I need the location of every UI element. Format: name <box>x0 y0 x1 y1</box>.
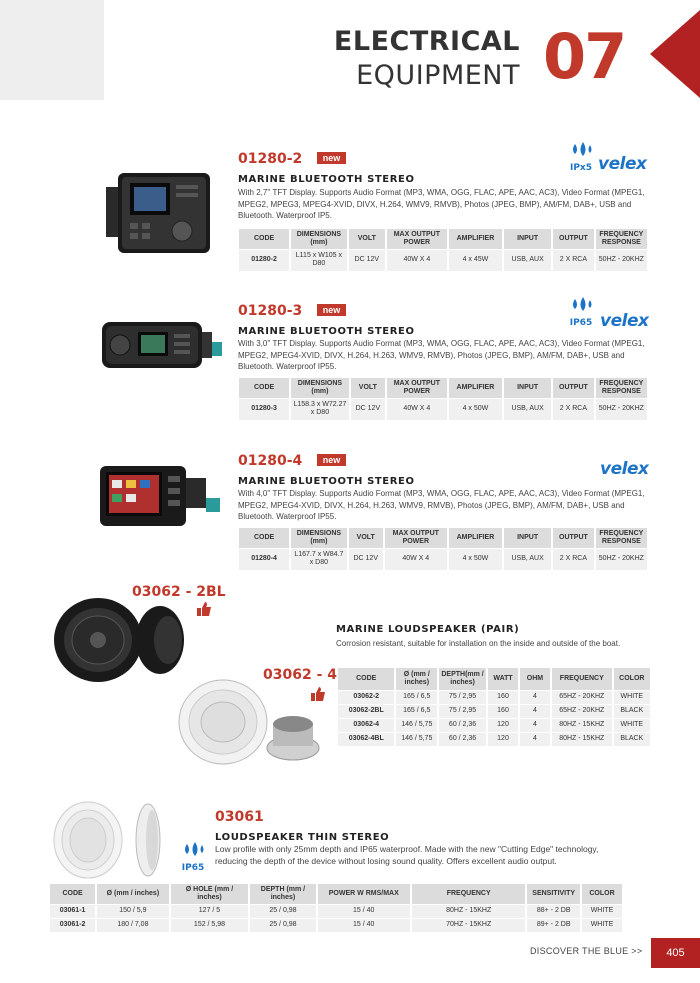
col-header: DEPTH (mm / inches) <box>249 884 316 904</box>
col-header: OUTPUT <box>552 229 595 249</box>
table-cell: 01280-2 <box>239 249 290 271</box>
product-code: 01280-4 <box>238 453 303 469</box>
velex-logo: velex <box>598 154 647 174</box>
ip-rating-label: IP65 <box>181 863 205 873</box>
col-header: SENSITIVITY <box>526 884 581 904</box>
table-cell: 03062-2 <box>338 690 395 704</box>
ip-rating-label: IPx5 <box>569 163 592 173</box>
waterproof-rating-badge <box>178 840 208 873</box>
table-cell: 40W X 4 <box>386 249 448 271</box>
table-row <box>50 918 623 932</box>
table-cell: 75 / 2,95 <box>438 704 487 718</box>
product-name: LOUDSPEAKER THIN STEREO <box>215 832 390 843</box>
table-cell: 40W X 4 <box>384 548 448 570</box>
table-cell: 40W X 4 <box>386 398 448 420</box>
product-01280-4 <box>238 452 648 523</box>
table-cell: 80HZ - 15KHZ <box>551 732 613 746</box>
product-03062 <box>336 624 666 650</box>
product-code: 03061 <box>215 809 264 825</box>
col-header: VOLT <box>348 229 386 249</box>
table-cell: 25 / 0,98 <box>249 904 316 918</box>
table-cell: 160 <box>487 704 519 718</box>
table-cell: WHITE <box>613 718 651 732</box>
waterproof-rating-badge <box>566 140 596 173</box>
page-number: 405 <box>651 938 700 968</box>
table-row <box>338 704 651 718</box>
col-header: DEPTH(mm / inches) <box>438 668 487 690</box>
table-cell: USB, AUX <box>503 398 552 420</box>
spec-table-01280-2 <box>239 229 649 271</box>
col-header: DIMENSIONS (mm) <box>290 229 348 249</box>
table-cell: DC 12V <box>348 249 386 271</box>
product-name: MARINE LOUDSPEAKER (PAIR) <box>336 624 520 635</box>
table-header-row <box>239 378 648 398</box>
col-header: MAX OUTPUT POWER <box>384 528 448 548</box>
table-cell: 2 X RCA <box>552 249 595 271</box>
col-header: AMPLIFIER <box>448 229 503 249</box>
table-cell: 50HZ - 20KHZ <box>595 398 648 420</box>
table-header-row <box>50 884 623 904</box>
table-cell: 01280-4 <box>239 548 290 570</box>
table-cell: 4 <box>519 718 551 732</box>
table-cell: 65HZ - 20KHZ <box>551 690 613 704</box>
table-header-row <box>239 229 648 249</box>
product-name: MARINE BLUETOOTH STEREO <box>238 476 415 487</box>
table-cell: 01280-3 <box>239 398 290 420</box>
table-cell: 03061-1 <box>50 904 96 918</box>
section-title-line2: EQUIPMENT <box>356 60 520 91</box>
table-cell: 50HZ - 20KHZ <box>595 249 648 271</box>
table-cell: 4 x 45W <box>448 249 503 271</box>
table-cell: BLACK <box>613 732 651 746</box>
ip-rating-label: IP65 <box>569 318 593 328</box>
table-cell: WHITE <box>613 690 651 704</box>
col-header: WATT <box>487 668 519 690</box>
table-row <box>239 548 648 570</box>
table-row <box>338 718 651 732</box>
table-cell: 180 / 7,08 <box>96 918 169 932</box>
stereo-01280-4-image <box>98 462 233 534</box>
table-header-row <box>338 668 651 690</box>
spec-table-03061 <box>50 884 624 932</box>
col-header: MAX OUTPUT POWER <box>386 378 448 398</box>
col-header: FREQUENCY RESPONSE <box>595 378 648 398</box>
col-header: CODE <box>338 668 395 690</box>
table-cell: 75 / 2,95 <box>438 690 487 704</box>
table-cell: 03062-2BL <box>338 704 395 718</box>
product-description: With 2,7'' TFT Display. Supports Audio Format (MP3, WMA, OGG, FLAC, APE, AAC, AC3), Video Format (MPEG1, MPEG2, MPEG3, MPEG4-XVID, DIVX, H.264, WMV9, RMVB), Photos (JPEG, BMP), AM/FM, DAB+, USB and Bluetooth. Waterproof IP5. <box>238 188 645 220</box>
col-header: CODE <box>239 229 290 249</box>
table-cell: 80HZ - 15KHZ <box>551 718 613 732</box>
table-cell: BLACK <box>613 704 651 718</box>
table-cell: 88+ - 2 DB <box>526 904 581 918</box>
col-header: DIMENSIONS (mm) <box>290 528 348 548</box>
new-badge: new <box>317 152 347 164</box>
table-cell: WHITE <box>581 918 623 932</box>
col-header: VOLT <box>348 528 384 548</box>
footer-slogan: DISCOVER THE BLUE >> <box>530 946 643 956</box>
table-cell: 15 / 40 <box>317 904 411 918</box>
table-cell: WHITE <box>581 904 623 918</box>
col-header: Ø (mm / inches) <box>395 668 438 690</box>
table-cell: 25 / 0,98 <box>249 918 316 932</box>
table-header-row <box>239 528 648 548</box>
product-description: With 4,0'' TFT Display. Supports Audio Format (MP3, WMA, OGG, FLAC, APE, AAC, AC3), Video Format (MPEG1, MPEG2, MPEG4-XVID, DIVX, H.264, H.263, WMV9, RMVB), Photos (JPEG, BMP), AM/FM, DAB+, USB and Bluetooth. Waterproof IP55. <box>238 489 645 521</box>
product-description: Corrosion resistant, suitable for installation on the inside and outside of the boat. <box>336 639 621 648</box>
spec-table-01280-4 <box>239 528 649 570</box>
table-cell: 50HZ - 20KHZ <box>595 548 648 570</box>
col-header: INPUT <box>503 378 552 398</box>
table-cell: 4 x 50W <box>448 398 503 420</box>
table-cell: 146 / 5,75 <box>395 718 438 732</box>
product-description: Low profile with only 25mm depth and IP65 waterproof. Made with the new "Cutting Edge" technology, reducing the depth of the device without losing sound quality. Offers excellent audio output. <box>215 844 599 866</box>
product-code-2bl: 03062 - 2BL <box>132 584 226 600</box>
table-cell: 03062-4BL <box>338 732 395 746</box>
table-cell: 165 / 6,5 <box>395 690 438 704</box>
col-header: POWER W RMS/MAX <box>317 884 411 904</box>
col-header: OUTPUT <box>552 528 595 548</box>
table-row <box>239 398 648 420</box>
water-drops-icon <box>181 840 205 860</box>
table-cell: 120 <box>487 718 519 732</box>
table-cell: USB, AUX <box>503 548 552 570</box>
col-header: MAX OUTPUT POWER <box>386 229 448 249</box>
col-header: INPUT <box>503 528 552 548</box>
col-header: DIMENSIONS (mm) <box>290 378 350 398</box>
table-cell: 15 / 40 <box>317 918 411 932</box>
table-cell: 80HZ - 15KHZ <box>411 904 526 918</box>
col-header: FREQUENCY RESPONSE <box>595 528 648 548</box>
table-cell: 03061-2 <box>50 918 96 932</box>
spec-table-01280-3 <box>239 378 649 420</box>
table-cell: 150 / 5,9 <box>96 904 169 918</box>
velex-logo: velex <box>600 459 649 479</box>
col-header: COLOR <box>613 668 651 690</box>
col-header: FREQUENCY <box>411 884 526 904</box>
speaker-black-image <box>50 594 200 684</box>
col-header: COLOR <box>581 884 623 904</box>
table-cell: DC 12V <box>350 398 386 420</box>
table-cell: 4 <box>519 690 551 704</box>
table-cell: DC 12V <box>348 548 384 570</box>
table-cell: 03062-4 <box>338 718 395 732</box>
stereo-01280-2-image <box>96 165 228 257</box>
table-row <box>338 690 651 704</box>
product-03061 <box>215 808 615 867</box>
table-cell: L115 x W105 x D80 <box>290 249 348 271</box>
velex-logo: velex <box>600 311 649 331</box>
section-title-line1: ELECTRICAL <box>333 26 520 57</box>
product-code-4: 03062 - 4 <box>263 667 338 683</box>
water-drops-icon <box>569 140 593 160</box>
col-header: OUTPUT <box>552 378 595 398</box>
water-drops-icon <box>569 295 593 315</box>
table-cell: L167.7 x W84.7 x D80 <box>290 548 348 570</box>
section-arrow-icon <box>650 10 700 98</box>
table-cell: 89+ - 2 DB <box>526 918 581 932</box>
table-cell: 4 <box>519 732 551 746</box>
col-header: Ø (mm / inches) <box>96 884 169 904</box>
table-cell: L158.3 x W72.27 x D80 <box>290 398 350 420</box>
section-number: 07 <box>543 20 626 93</box>
spec-table-03062 <box>338 668 652 746</box>
table-cell: 120 <box>487 732 519 746</box>
table-cell: 65HZ - 20KHZ <box>551 704 613 718</box>
table-row <box>50 904 623 918</box>
table-cell: 60 / 2,36 <box>438 718 487 732</box>
col-header: AMPLIFIER <box>448 378 503 398</box>
product-description: With 3,0'' TFT Display. Supports Audio Format (MP3, WMA, OGG, FLAC, APE, AAC, AC3), Video Format (MPEG1, MPEG2, MPEG4-XVID, DIVX, H.264, H.263, WMV9, RMVB), Photos (JPEG, BMP), AM/FM, DAB+, USB and Bluetooth. Waterproof IP55. <box>238 339 645 371</box>
table-row <box>239 249 648 271</box>
speaker-thin-image <box>52 800 164 880</box>
table-cell: 4 x 50W <box>448 548 503 570</box>
table-row <box>338 732 651 746</box>
col-header: CODE <box>50 884 96 904</box>
table-cell: 152 / 5,98 <box>170 918 250 932</box>
table-cell: 70HZ - 15KHZ <box>411 918 526 932</box>
speaker-white-image <box>175 672 325 772</box>
col-header: CODE <box>239 528 290 548</box>
table-cell: 127 / 5 <box>170 904 250 918</box>
col-header: FREQUENCY <box>551 668 613 690</box>
col-header: Ø HOLE (mm / inches) <box>170 884 250 904</box>
table-cell: 2 X RCA <box>552 398 595 420</box>
col-header: OHM <box>519 668 551 690</box>
product-name: MARINE BLUETOOTH STEREO <box>238 326 415 337</box>
table-cell: 165 / 6,5 <box>395 704 438 718</box>
table-cell: 60 / 2,36 <box>438 732 487 746</box>
col-header: INPUT <box>503 229 552 249</box>
new-badge: new <box>317 304 347 316</box>
table-cell: 146 / 5,75 <box>395 732 438 746</box>
new-badge: new <box>317 454 347 466</box>
table-cell: 4 <box>519 704 551 718</box>
table-cell: USB, AUX <box>503 249 552 271</box>
table-cell: 160 <box>487 690 519 704</box>
col-header: VOLT <box>350 378 386 398</box>
col-header: FREQUENCY RESPONSE <box>595 229 648 249</box>
col-header: AMPLIFIER <box>448 528 503 548</box>
waterproof-rating-badge <box>566 295 596 328</box>
product-code: 01280-2 <box>238 151 303 167</box>
col-header: CODE <box>239 378 290 398</box>
table-cell: 2 X RCA <box>552 548 595 570</box>
product-code: 01280-3 <box>238 303 303 319</box>
product-name: MARINE BLUETOOTH STEREO <box>238 174 415 185</box>
stereo-01280-3-image <box>98 316 230 374</box>
corner-block <box>0 0 104 100</box>
